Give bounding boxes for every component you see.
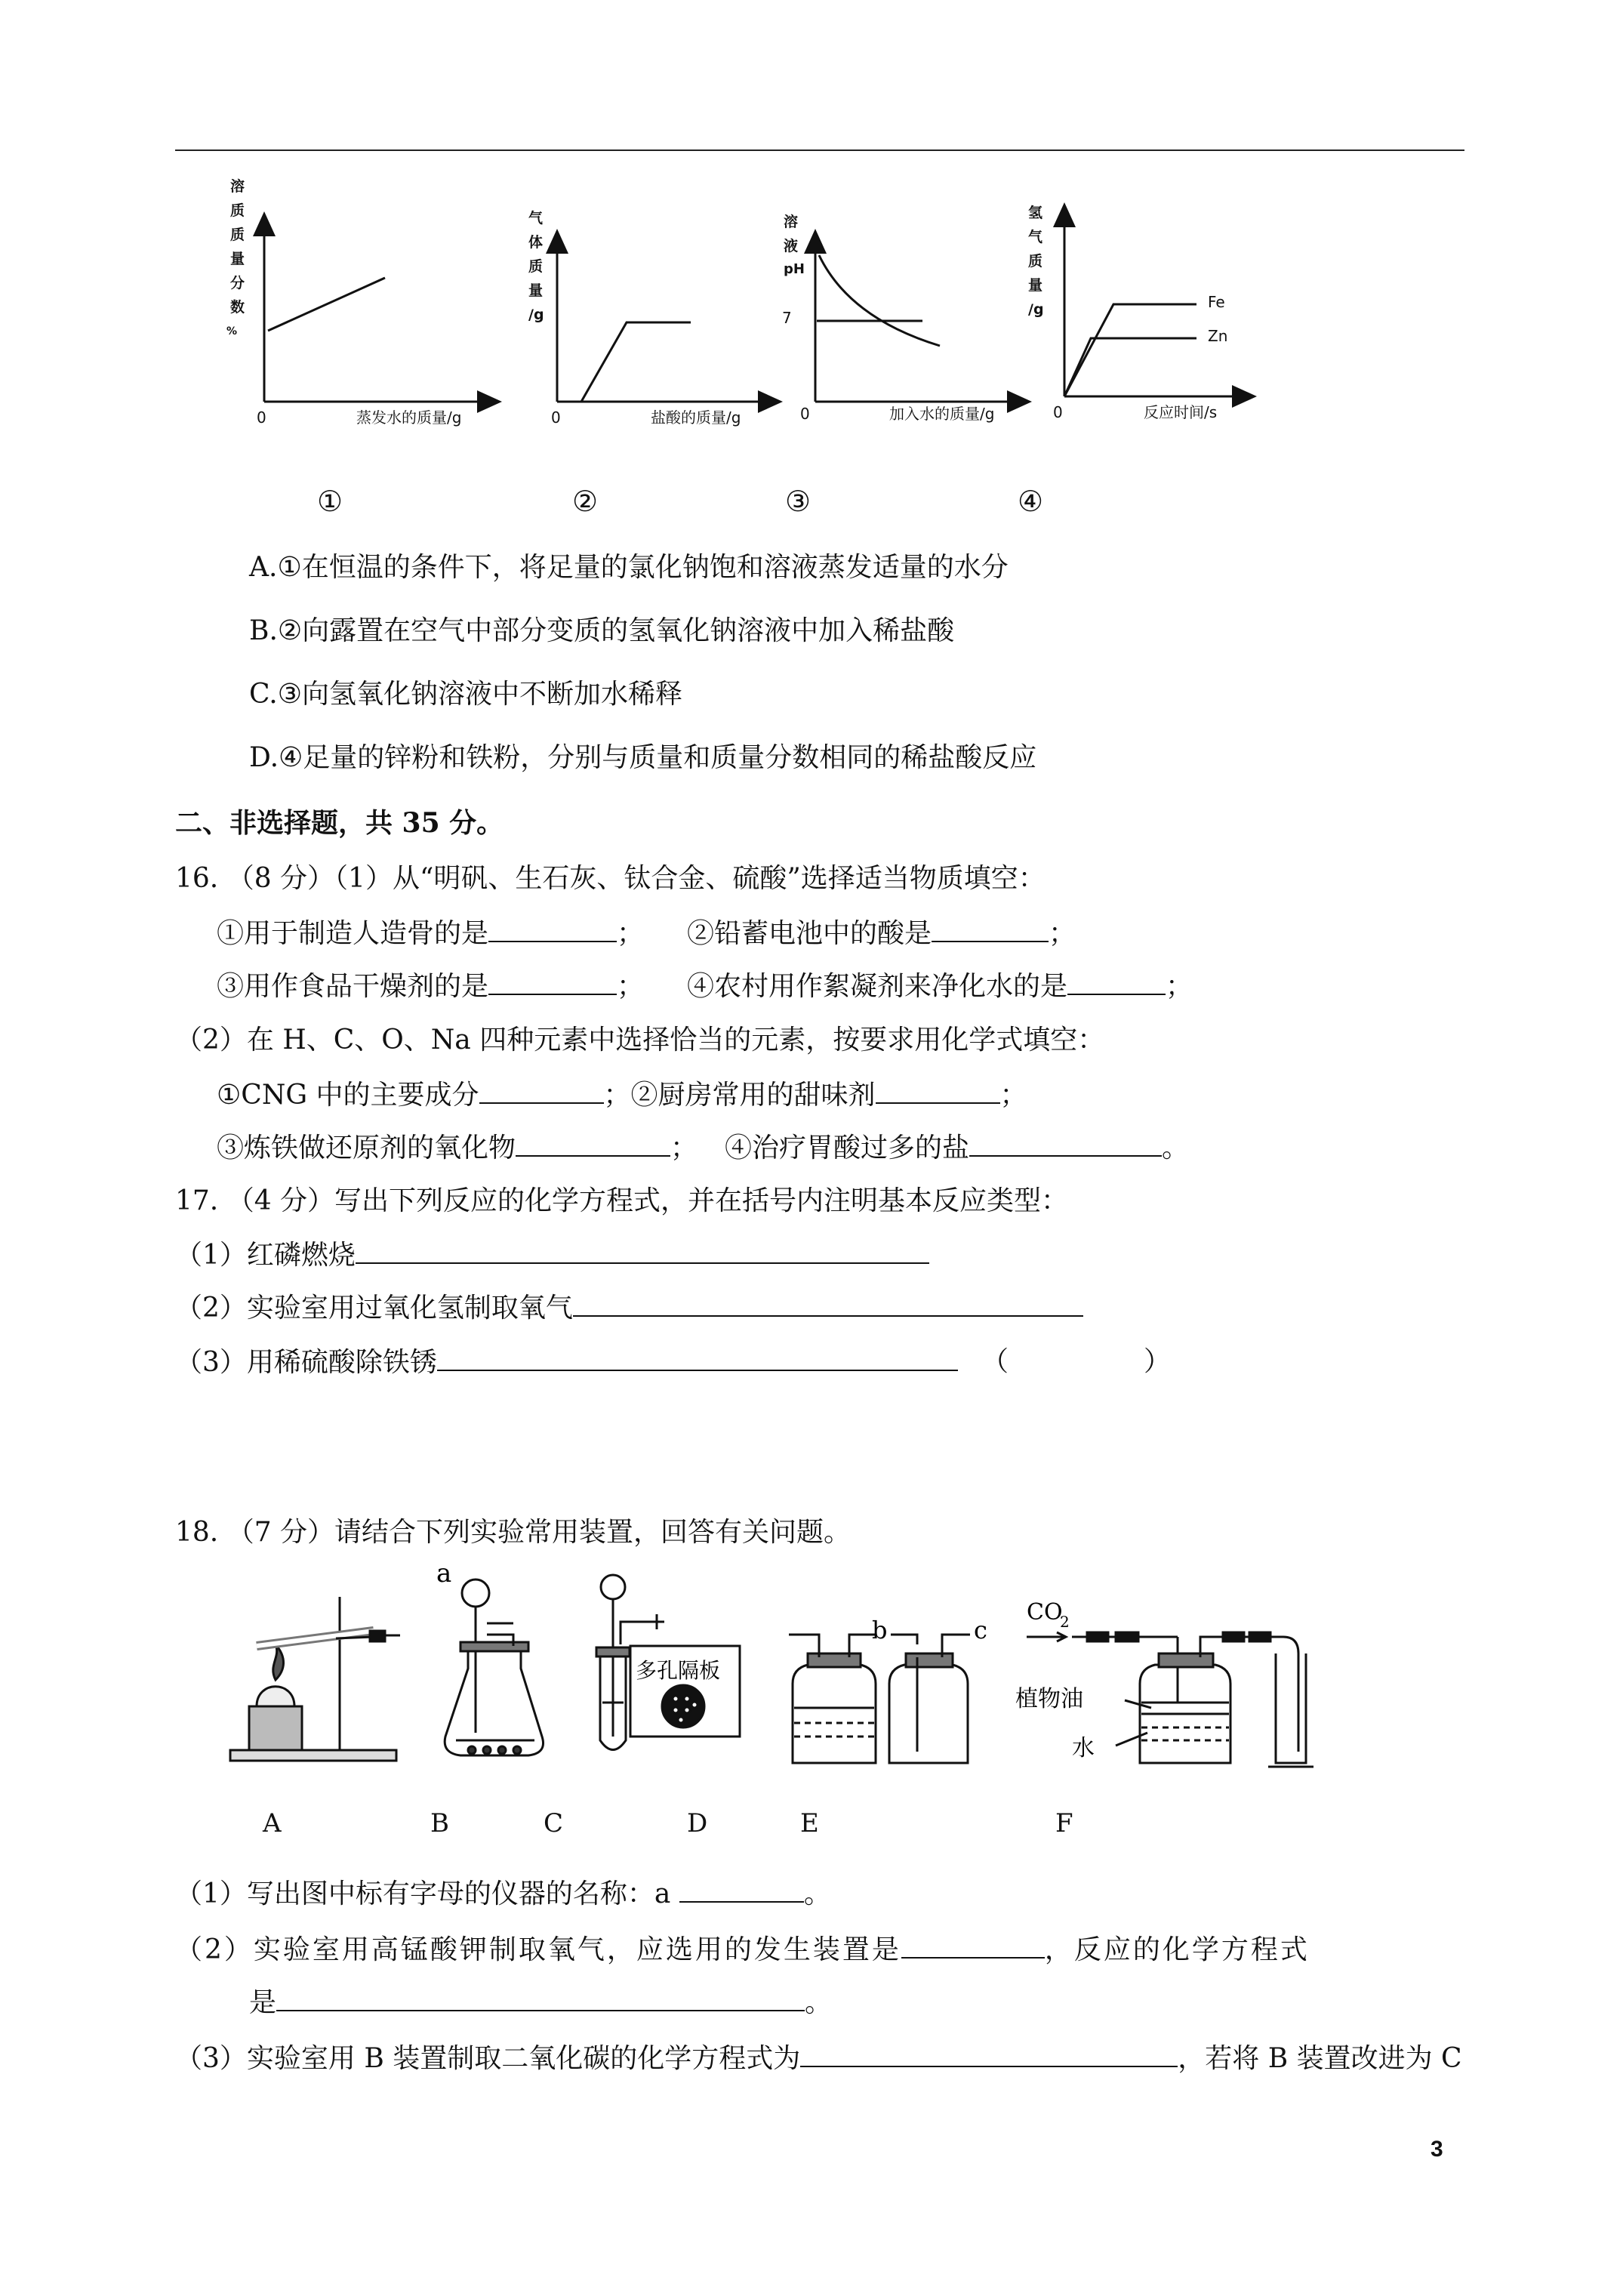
graph-index-2: ② <box>572 485 599 518</box>
graph-4-ylabel-0: 氢 <box>1028 205 1043 221</box>
q16-l4b: ； <box>670 1133 698 1163</box>
graph-index-1: ① <box>317 485 343 518</box>
q16-l2c: ④农村用作絮凝剂来净化水的是 <box>687 971 1068 1002</box>
apparatus-label-d: D <box>687 1808 708 1838</box>
q18-blank-1[interactable] <box>679 1875 804 1903</box>
q16-l3a: ①CNG 中的主要成分 <box>217 1080 479 1111</box>
oil-label: 植物油 <box>1015 1686 1083 1712</box>
graph-1-ylabel-1: 质 <box>230 202 245 219</box>
graph-4-ylabel-4: /g <box>1028 301 1044 318</box>
q17-stem: 17. （4 分）写出下列反应的化学方程式，并在括号内注明基本反应类型： <box>175 1185 1069 1216</box>
q16-l1d: ； <box>1049 918 1076 949</box>
graph-2-ylabel-3: 量 <box>528 282 544 299</box>
graph-1-xlabel: 蒸发水的质量/g <box>356 408 462 427</box>
graph-4-ylabel-3: 量 <box>1028 277 1043 294</box>
graph-4-ylabel-2: 质 <box>1028 253 1043 270</box>
graph-1-origin: 0 <box>257 408 266 427</box>
apparatus-b <box>445 1579 543 1755</box>
co2-label: CO <box>1027 1599 1063 1626</box>
graph-index-3: ③ <box>785 485 812 518</box>
graph-3-xlabel: 加入水的质量/g <box>889 405 995 423</box>
graph-1-ylabel-6: % <box>226 325 238 337</box>
option-d: D.④足量的锌粉和铁粉，分别与质量和质量分数相同的稀盐酸反应 <box>249 742 1037 773</box>
graph-4-ylabel-1: 气 <box>1028 229 1043 245</box>
q18-s2d: 。 <box>805 1987 833 2018</box>
q18-s2a: （2）实验室用高锰酸钾制取氧气，应选用的发生装置是 <box>175 1934 901 1965</box>
apparatus-label-a: A <box>263 1808 282 1838</box>
q18-part2 <box>175 1931 1310 1968</box>
option-c: C.③向氢氧化钠溶液中不断加水稀释 <box>249 679 682 710</box>
q18-blank-4[interactable] <box>800 2040 1178 2067</box>
graph-3-tick-7: 7 <box>782 309 792 327</box>
graph-2-xlabel: 盐酸的质量/g <box>651 408 741 427</box>
q18-part2-cont <box>249 1984 832 2021</box>
section-heading: 二、非选择题，共 35 分。 <box>175 807 504 839</box>
q16-l1c: ②铅蓄电池中的酸是 <box>687 918 932 949</box>
graph-2-origin: 0 <box>551 408 561 427</box>
apparatus-label-b: B <box>430 1808 449 1838</box>
apparatus-d <box>789 1635 876 1763</box>
graph-3-ylabel-1: 液 <box>784 238 799 254</box>
graph-1-ylabel-4: 分 <box>230 275 245 291</box>
graph-4-origin: 0 <box>1053 403 1063 421</box>
q18-s2c: 是 <box>249 1987 277 2018</box>
q16-l2d: ； <box>1166 971 1193 1002</box>
graph-4-series-fe: Fe <box>1208 293 1225 311</box>
apparatus-a <box>230 1597 400 1761</box>
mark-c: c <box>974 1616 987 1644</box>
graph-2-ylabel-2: 质 <box>528 258 544 275</box>
mark-b: b <box>872 1616 888 1644</box>
graph-1-ylabel-2: 质 <box>230 227 245 243</box>
q16-l3c: ； <box>999 1080 1027 1111</box>
q18-s3b: ，若将 B 装置改进为 C <box>1178 2043 1462 2074</box>
q18-s1b: 。 <box>803 1878 831 1909</box>
q18-s3a: （3）实验室用 B 装置制取二氧化碳的化学方程式为 <box>175 2043 801 2074</box>
graph-4-series-zn: Zn <box>1208 327 1228 345</box>
co2-subscript: 2 <box>1060 1613 1070 1631</box>
option-b: B.②向露置在空气中部分变质的氢氧化钠溶液中加入稀盐酸 <box>249 615 955 646</box>
graph-3-origin: 0 <box>800 405 810 423</box>
graph-1-ylabel-3: 量 <box>230 251 245 267</box>
graph-1-ylabel-0: 溶 <box>230 178 245 195</box>
page-number: 3 <box>1431 2137 1443 2162</box>
graph-1-ylabel-5: 数 <box>230 299 245 316</box>
mark-a: a <box>436 1558 452 1589</box>
q16-l1a: ①用于制造人造骨的是 <box>217 918 489 949</box>
q16-l4a: ③炼铁做还原剂的氧化物 <box>217 1133 516 1163</box>
q18-s1a: （1）写出图中标有字母的仪器的名称：a <box>175 1878 671 1909</box>
graph-3-ylabel-0: 溶 <box>784 214 799 230</box>
q18-stem: 18. （7 分）请结合下列实验常用装置，回答有关问题。 <box>175 1517 852 1548</box>
q17-c-label: （3）用稀硫酸除铁锈 <box>175 1347 437 1378</box>
graph-index-4: ④ <box>1018 485 1044 518</box>
q18-blank-2[interactable] <box>901 1931 1045 1959</box>
q18-part3 <box>175 2040 1462 2077</box>
apparatus-label-e: E <box>800 1808 819 1838</box>
q18-part1 <box>175 1875 831 1912</box>
q17-a-label: （1）红磷燃烧 <box>175 1240 356 1271</box>
q16-l4d: 。 <box>1162 1133 1190 1163</box>
porous-plate-label: 多孔隔板 <box>636 1658 721 1683</box>
graph-3-ylabel-2: pH <box>784 261 805 277</box>
water-label: 水 <box>1072 1735 1095 1761</box>
q16-l1b: ； <box>617 918 645 949</box>
q16-part2: （2）在 H、C、O、Na 四种元素中选择恰当的元素，按要求用化学式填空： <box>175 1025 1105 1056</box>
apparatus-e <box>889 1635 970 1763</box>
graph-4-xlabel: 反应时间/s <box>1144 403 1218 421</box>
graph-2-ylabel-4: /g <box>528 307 544 323</box>
q17-paren-close: ） <box>1144 1346 1172 1377</box>
q16-stem: 16. （8 分）（1）从“明矾、生石灰、钛合金、硫酸”选择适当物质填空： <box>175 863 1046 894</box>
graph-2-ylabel-1: 体 <box>528 234 544 251</box>
q16-l3b: ；②厨房常用的甜味剂 <box>603 1080 876 1111</box>
option-a: A.①在恒温的条件下，将足量的氯化钠饱和溶液蒸发适量的水分 <box>249 552 1009 583</box>
q18-blank-3[interactable] <box>276 1984 805 2011</box>
q17-b-label: （2）实验室用过氧化氢制取氧气 <box>175 1293 573 1324</box>
q16-l4c: ④治疗胃酸过多的盐 <box>725 1133 970 1163</box>
q16-l2a: ③用作食品干燥剂的是 <box>217 971 489 1002</box>
q18-s2b: ，反应的化学方程式 <box>1044 1934 1310 1965</box>
q16-l2b: ； <box>617 971 645 1002</box>
apparatus-label-c: C <box>544 1808 564 1838</box>
q17-paren-open: （ <box>981 1346 1009 1377</box>
graph-2-ylabel-0: 气 <box>528 210 544 227</box>
apparatus-label-f: F <box>1055 1808 1073 1838</box>
